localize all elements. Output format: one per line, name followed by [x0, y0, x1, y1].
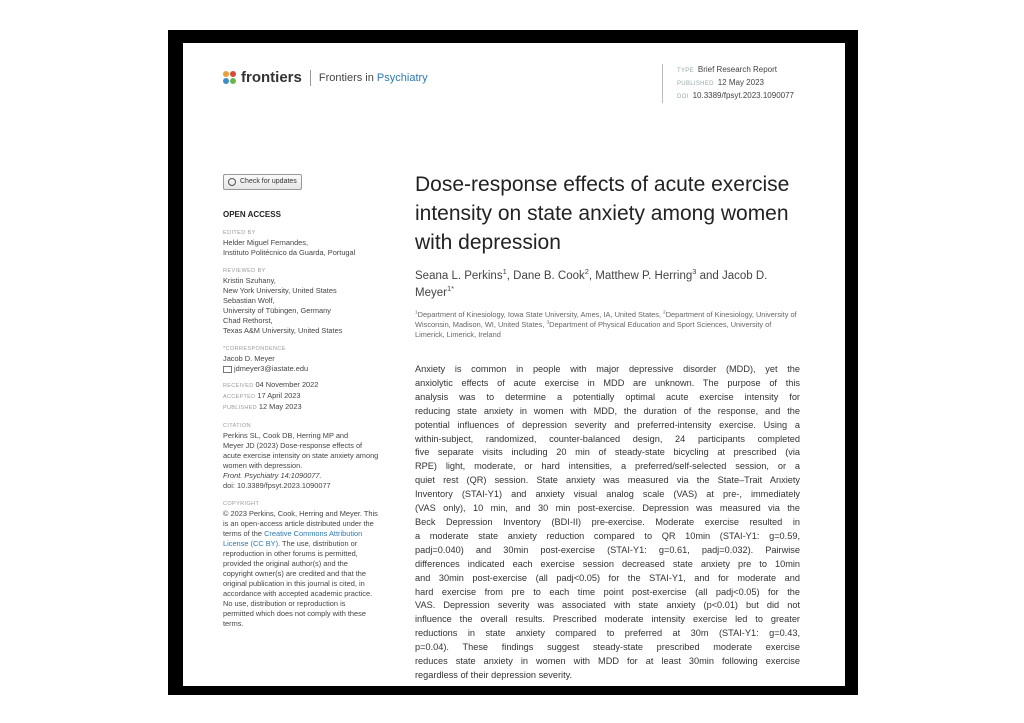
abstract-line: a moderate state anxiety reduction compared to QR 10min (STAI-Y1: g=0.59,: [415, 530, 800, 541]
abstract-line: (VAS only), 10 min, and 30 min post-exercise. Depression was measured via the: [415, 503, 800, 514]
published-date: PUBLISHED 12 May 2023: [223, 402, 302, 411]
author: Jacob D. Meyer: [415, 270, 768, 299]
citation-line: acute exercise intensity on state anxiety among: [223, 451, 379, 460]
affiliations: $^1$Department of Kinesiology, Iowa State University, Ames, IA, United States, $^2$Department of Kinesiology, University of Wisconsin, Madison, WI, United States, $^3$Department of Physical Education and Sport Sciences, University of Limerick, Limerick, Ireland: [415, 310, 797, 339]
copyright-line: reproduction in other forums is permitted,: [223, 549, 358, 558]
copyright-line: provided the original author(s) and the: [223, 559, 348, 568]
editor-line: Helder Miguel Fernandes,: [223, 238, 309, 247]
copyright-line: copyright owner(s) are credited and that the: [223, 569, 366, 578]
abstract-line: RPE) light, moderate, or hard intensities, a preferred/self-selected session, or a: [415, 461, 800, 472]
copyright-line: accordance with accepted academic practice.: [223, 589, 373, 598]
abstract-line: padj=0.040) and 30min post-exercise (STAI-Y1: g=0.61, padj=0.032). Pairwise: [415, 544, 800, 555]
cc-license-link[interactable]: Creative Commons Attribution: [264, 529, 363, 538]
copyright-line: original publication in this journal is cited, in: [223, 579, 365, 588]
reviewer-line: University of Tübingen, Germany: [223, 306, 331, 315]
abstract-line: five separate visits including 20 min of steady-state bicycling at prescribed (via: [415, 447, 800, 458]
copyright-label: COPYRIGHT: [223, 501, 260, 507]
abstract-line: Anxiety is common in people with major depressive disorder (MDD), yet the: [415, 364, 800, 374]
reviewer-line: Texas A&M University, United States: [223, 326, 343, 335]
abstract-line: anxiolytic effects of acute exercise in MDD are unknown. The purpose of this: [415, 377, 800, 388]
reviewer-line: Kristin Szuhany,: [223, 276, 276, 285]
logo-divider: [310, 70, 311, 86]
copyright-line: No use, distribution or reproduction is: [223, 599, 346, 608]
author: Dane B. Cook: [513, 270, 585, 282]
reviewer-line: New York University, United States: [223, 286, 337, 295]
abstract-line: Beck Depression Inventory (BDI-II) pre-exercise. Moderate exercise resulted in: [415, 516, 800, 527]
editor-line: Instituto Politécnico da Guarda, Portugal: [223, 248, 356, 257]
article-meta: [662, 64, 794, 103]
abstract-line: p=0.04). These findings suggest steady-state prescribed moderate exercise: [415, 642, 800, 653]
article-title: Dose-response effects of acute exercise intensity on state anxiety among women with depression: [415, 173, 790, 254]
reviewer-line: Sebastian Wolf,: [223, 296, 275, 305]
abstract-line: regardless of their depression severity.: [415, 669, 573, 680]
abstract-line: reductions in state anxiety compared to preferred at 30m (STAI-Y1: g=0.43,: [415, 628, 800, 639]
received-date: RECEIVED 04 November 2022: [223, 380, 319, 389]
journal-name: Frontiers in Psychiatry: [318, 71, 428, 84]
frontiers-logo-icon: [223, 71, 237, 85]
correspondence-email[interactable]: jdmeyer3@iastate.edu: [223, 364, 383, 374]
sidebar: [223, 174, 383, 629]
author: Matthew P. Herring: [595, 270, 693, 282]
citation-line: Meyer JD (2023) Dose-response effects of: [223, 441, 363, 450]
reviewer-line: Chad Rethorst,: [223, 316, 273, 325]
abstract: [415, 363, 800, 683]
edited-by-label: EDITED BY: [223, 230, 256, 236]
abstract-line: VAS. Depression severity was associated with state anxiety (p<0.01) but did not: [415, 600, 800, 611]
abstract-line: reducing state anxiety in women with MDD, the duration of the response, and the: [415, 405, 800, 416]
copyright-line: is an open-access article distributed under the: [223, 519, 374, 528]
reviewed-by-label: REVIEWED BY: [223, 268, 266, 274]
abstract-line: reduces state anxiety in women with MDD for at least 30min following exercise: [415, 656, 800, 667]
brand-name: frontiers: [241, 69, 302, 86]
abstract-line: and 30min post-exercise (all padj<0.05) for the STAI-Y1, and for moderate and: [415, 572, 800, 583]
copyright-line: terms of the Creative Commons Attribution: [223, 529, 363, 538]
copyright-line: terms.: [223, 619, 244, 628]
open-access-label: OPEN ACCESS: [223, 210, 281, 219]
cc-license-link[interactable]: License (CC BY): [223, 539, 279, 548]
author: Seana L. Perkins: [415, 270, 503, 282]
abstract-line: differences indicated each exercise session decreased state anxiety pre to 10min: [415, 558, 800, 569]
correspondence-name: Jacob D. Meyer: [223, 354, 275, 363]
check-for-updates-button[interactable]: Check for updates: [223, 174, 302, 190]
copyright-line: permitted which does not comply with these: [223, 609, 366, 618]
abstract-line: Inventory (STAI-Y1) and anxiety visual analog scale (VAS) at pre-, immediately: [415, 489, 800, 500]
citation-label: CITATION: [223, 423, 252, 429]
refresh-icon: [228, 178, 236, 186]
citation-line: women with depression.: [223, 461, 303, 470]
correspondence-label: *CORRESPONDENCE: [223, 346, 286, 352]
citation-doi[interactable]: doi: 10.3389/fpsyt.2023.1090077: [223, 481, 331, 490]
abstract-line: influence the overall results. Prescribed moderate intensity exercise led to greater: [415, 614, 800, 625]
copyright-line: © 2023 Perkins, Cook, Herring and Meyer. This: [223, 509, 378, 518]
citation-journal: Front. Psychiatry 14:1090077.: [223, 471, 322, 480]
citation-line: Perkins SL, Cook DB, Herring MP and: [223, 431, 349, 440]
abstract-line: hard exercise from pre to each time point post-exercise (all padj<0.05) for the: [415, 586, 800, 597]
abstract-line: analysis was to determine a potentially optimal acute exercise intensity for: [415, 391, 800, 402]
abstract-line: potential influences of depression severity and preferred-intensity exercise. Using a: [415, 419, 800, 430]
abstract-line: within-subject, randomized, counter-balanced design, 24 participants completed: [415, 433, 800, 444]
mail-icon: [223, 366, 232, 373]
accepted-date: ACCEPTED 17 April 2023: [223, 391, 301, 400]
meta-type: TYPE Brief Research Report: [677, 65, 778, 74]
journal-logo[interactable]: [223, 69, 428, 86]
copyright-line: License (CC BY). The use, distribution or: [223, 539, 358, 548]
meta-doi: DOI 10.3389/fpsyt.2023.1090077: [677, 91, 794, 100]
abstract-line: quiet rest (QR) session. State anxiety was measured via the State–Trait Anxiety: [415, 475, 800, 486]
author-list: Seana L. Perkins$^1$, Dane B. Cook$^2$, Matthew P. Herring$^3$ and Jacob D. Meyer$^{1*}$: [415, 267, 768, 299]
meta-published: PUBLISHED 12 May 2023: [677, 78, 764, 87]
